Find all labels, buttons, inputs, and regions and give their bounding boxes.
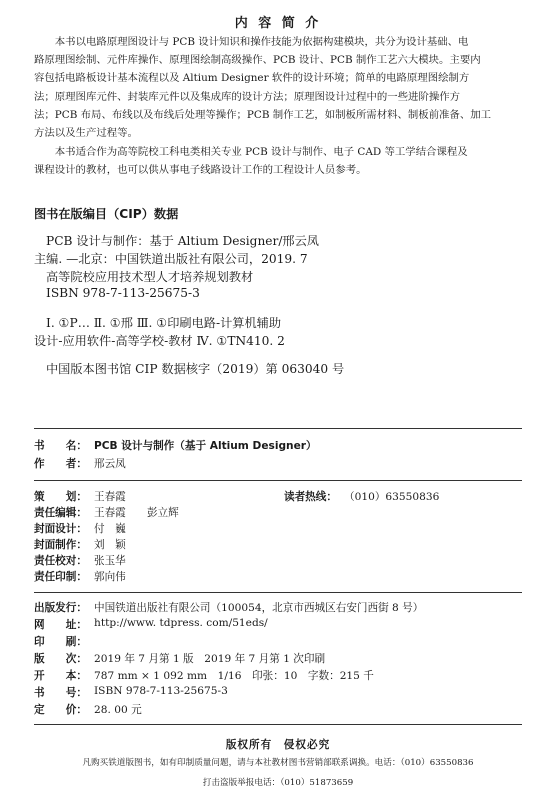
proof-label: 责任校对： [34,555,87,567]
hotline-value: （010）63550836 [344,491,440,503]
edition-label: 版 次： [34,653,87,665]
divider [34,428,522,429]
cover-design-label: 封面设计： [34,523,87,535]
intro-para1-line: 方法以及生产过程等。 [34,127,138,140]
publisher-value: 中国铁道出版社有限公司（100054，北京市西城区右安门西街 8 号） [94,602,424,614]
divider [34,480,522,481]
cip-line: Ⅰ. ①P… Ⅱ. ①邢 Ⅲ. ①印刷电路-计算机辅助 [46,316,282,330]
proof-value: 张玉华 [94,555,126,567]
piracy-hotline: 打击盗版举报电话：（010）51873659 [202,778,354,788]
intro-para1-line: 容包括电路板设计基本流程以及 Altium Designer 软件的设计环境；简单的电路原理图绘制方 [34,72,470,85]
print-supervisor-value: 郭向伟 [94,571,126,583]
intro-para1-line: 法；PCB 布局、布线以及布线后处理等操作；PCB 制作工艺，如制板所需材料、制板前准备、加工 [34,108,491,121]
printer-label: 印 刷： [34,636,87,648]
intro-title: 内 容 简 介 [234,16,322,31]
cip-line: PCB 设计与制作：基于 Altium Designer/邢云凤 [46,234,319,248]
intro-para2-line: 课程设计的教材，也可以供从事电子线路设计工作的工程设计人员参考。 [34,164,367,177]
book-title-value: PCB 设计与制作（基于 Altium Designer） [94,440,317,452]
price-value: 28. 00 元 [94,704,142,716]
cip-line: 主编. —北京：中国铁道出版社有限公司，2019. 7 [34,252,308,266]
cip-approval: 中国版本图书馆 CIP 数据核字（2019）第 063040 号 [46,362,345,376]
editor-label: 责任编辑： [34,507,87,519]
cip-line: 高等院校应用技术型人才培养规划教材 [46,270,254,284]
format-value: 787 mm × 1 092 mm 1/16 印张：10 字数：215 千 [94,670,374,682]
hotline-label: 读者热线： [284,491,337,503]
quality-notice: 凡购买铁道版图书，如有印制质量问题，请与本社教材图书营销部联系调换。电话：（010）63550836 [82,758,474,768]
divider [34,724,522,725]
book-title-label: 书 名： [34,440,87,452]
intro-para1-line: 法；原理图库元件、封装库元件以及集成库的设计方法；原理图设计过程中的一些进阶操作方 [34,90,461,103]
rights-reserved: 版权所有 侵权必究 [225,739,331,751]
print-supervisor-label: 责任印制： [34,571,87,583]
cover-make-value: 刘 颖 [94,539,126,551]
intro-para2-line: 本书适合作为高等院校工科电类相关专业 PCB 设计与制作、电子 CAD 等工学结合课程及 [54,146,468,158]
author-label: 作 者： [34,458,87,470]
divider [34,592,522,593]
intro-paragraph-1 [34,33,524,142]
publisher-label: 出版发行： [34,602,87,614]
isbn-label: 书 号： [34,687,87,699]
intro-para1-line: 本书以电路原理图设计与 PCB 设计知识和操作技能为依据构建模块，共分为设计基础、电 [54,36,469,48]
edition-value: 2019 年 7 月第 1 版 2019 年 7 月第 1 次印刷 [94,653,326,665]
price-label: 定 价： [34,704,87,716]
format-label: 开 本： [34,670,87,682]
cip-line: ISBN 978-7-113-25675-3 [46,286,200,300]
website-label: 网 址： [34,619,87,631]
author-value: 邢云凤 [94,458,126,470]
intro-para1-line: 路原理图绘制、元件库操作、原理图绘制高级操作、PCB 设计、PCB 制作工艺六大模块。主要内 [34,54,481,67]
isbn-value: ISBN 978-7-113-25675-3 [94,685,228,697]
website-value: http://www. tdpress. com/51eds/ [94,617,268,629]
intro-paragraph-2 [34,143,524,179]
editor-value: 王春霞 彭立辉 [94,507,179,519]
cover-design-value: 付 巍 [94,523,126,535]
cip-title: 图书在版编目（CIP）数据 [34,207,179,221]
cover-make-label: 封面制作： [34,539,87,551]
planner-label: 策 划： [34,491,87,503]
cip-line: 设计-应用软件-高等学校-教材 Ⅳ. ①TN410. 2 [34,334,285,348]
planner-value: 王春霞 [94,491,126,503]
